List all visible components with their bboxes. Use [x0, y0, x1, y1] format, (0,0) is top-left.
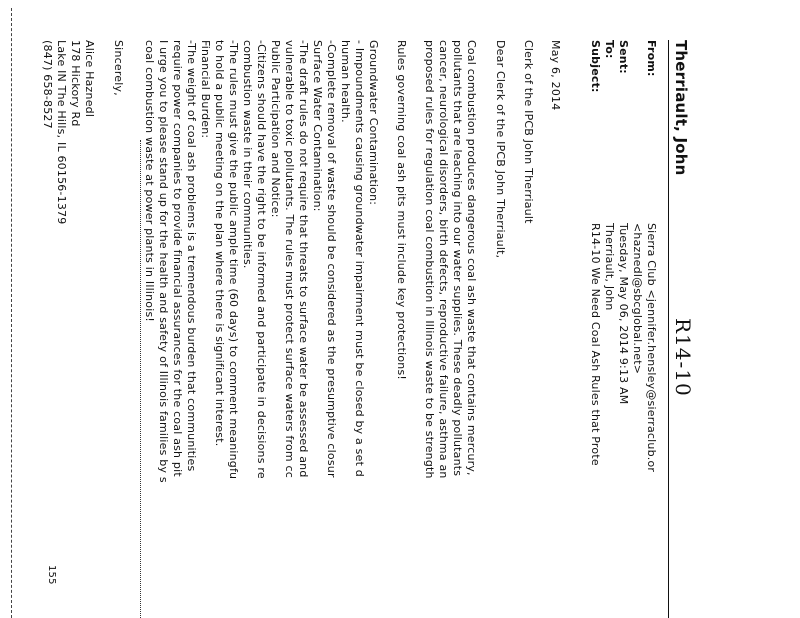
intro-line: proposed rules for regulation coal combustion in Illinois waste to be strength — [423, 40, 436, 479]
to-label: To: — [603, 40, 616, 59]
section-line: require power companies to provide financial assurances for the coal ash pit — [171, 40, 184, 477]
section-line: -The weight of coal ash problems is a tremendous burden that communities — [185, 40, 198, 472]
from-value: Sierra Club <jennifer.hensley@sierraclub.or — [645, 223, 658, 473]
subject-value: R14-10 We Need Coal Ash Rules that Prote — [589, 223, 602, 466]
from-label: From: — [645, 40, 658, 77]
page-number: 155 — [46, 565, 57, 585]
section-line: - Impoundments causing groundwater impairment must be closed by a set d — [353, 40, 366, 477]
letter-date: May 6, 2014 — [549, 40, 562, 111]
section-line: -Citizens should have the right to be informed and participate in decisions re — [255, 40, 268, 479]
section-heading: Public Participation and Notice: — [269, 40, 282, 218]
section-line: -The rules must give the public ample time (60 days) to comment meaningfu — [227, 40, 240, 480]
closing-line: coal combustion waste at power plants in Illinois! — [143, 40, 156, 323]
section-line: -The draft rules do not require that threats to surface water be assessed and — [297, 40, 310, 478]
signature-line: 178 Hickory Rd — [69, 40, 82, 127]
surface-water-section — [282, 40, 324, 478]
signature-line: (847) 658-8527 — [41, 40, 54, 129]
sender-name-heading: Therriault, John — [672, 40, 690, 176]
section-line: combustion waste in their communities. — [241, 40, 254, 269]
letter-salutation: Dear Clerk of the IPCB John Therriault, — [494, 40, 507, 259]
section-heading: Groundwater Contamination: — [367, 40, 380, 206]
financial-burden-section — [170, 40, 212, 477]
signature-block — [40, 40, 96, 224]
signature-line: Alice Haznedl — [83, 40, 96, 118]
intro-line: cancer, neurological disorders, birth defects, reproductive failure, asthma an — [437, 40, 450, 479]
section-line: vulnerable to toxic pollutants. The rules must protect surface waters from cc — [283, 40, 296, 479]
signoff: Sincerely, — [112, 40, 125, 96]
rules-intro: Rules governing coal ash pits must include key protections! — [395, 40, 408, 381]
public-participation-section — [212, 40, 282, 479]
intro-paragraph — [422, 40, 478, 479]
bottom-scan-border — [11, 8, 12, 618]
intro-line: Coal combustion produces dangerous coal ash waste that contains mercury, — [465, 40, 478, 476]
section-heading: Financial Burden: — [199, 40, 212, 139]
intro-line: pollutants that are leaching into our water supplies. These deadly pollutants — [451, 40, 464, 477]
header-divider — [668, 40, 669, 618]
sent-value: Tuesday, May 06, 2014 9:13 AM — [617, 223, 630, 405]
groundwater-section — [324, 40, 380, 478]
closing-line: I urge you to please stand up for the health and safety of Illinois families by s — [157, 40, 170, 483]
section-line: human health. — [339, 40, 352, 123]
signature-line: Lake IN The Hills, IL 60156-1379 — [55, 40, 68, 225]
sent-label: Sent: — [617, 40, 630, 74]
letter-recipient: Clerk of the IPCB John Therriault — [522, 40, 535, 224]
section-line: to hold a public meeting on the plan where there is significant interest. — [213, 40, 226, 447]
closing-paragraph — [142, 40, 170, 483]
docket-number: R14-10 — [671, 318, 695, 397]
to-value: Therriault, John — [603, 223, 616, 311]
section-heading: Surface Water Contamination: — [311, 40, 324, 212]
scan-artifact-line — [140, 140, 141, 618]
subject-label: Subject: — [589, 40, 602, 93]
from-value-continued: <haznedl@sbcglobal.net> — [631, 223, 644, 375]
section-line: -Complete removal of waste should be considered as the presumptive closur — [325, 40, 338, 478]
